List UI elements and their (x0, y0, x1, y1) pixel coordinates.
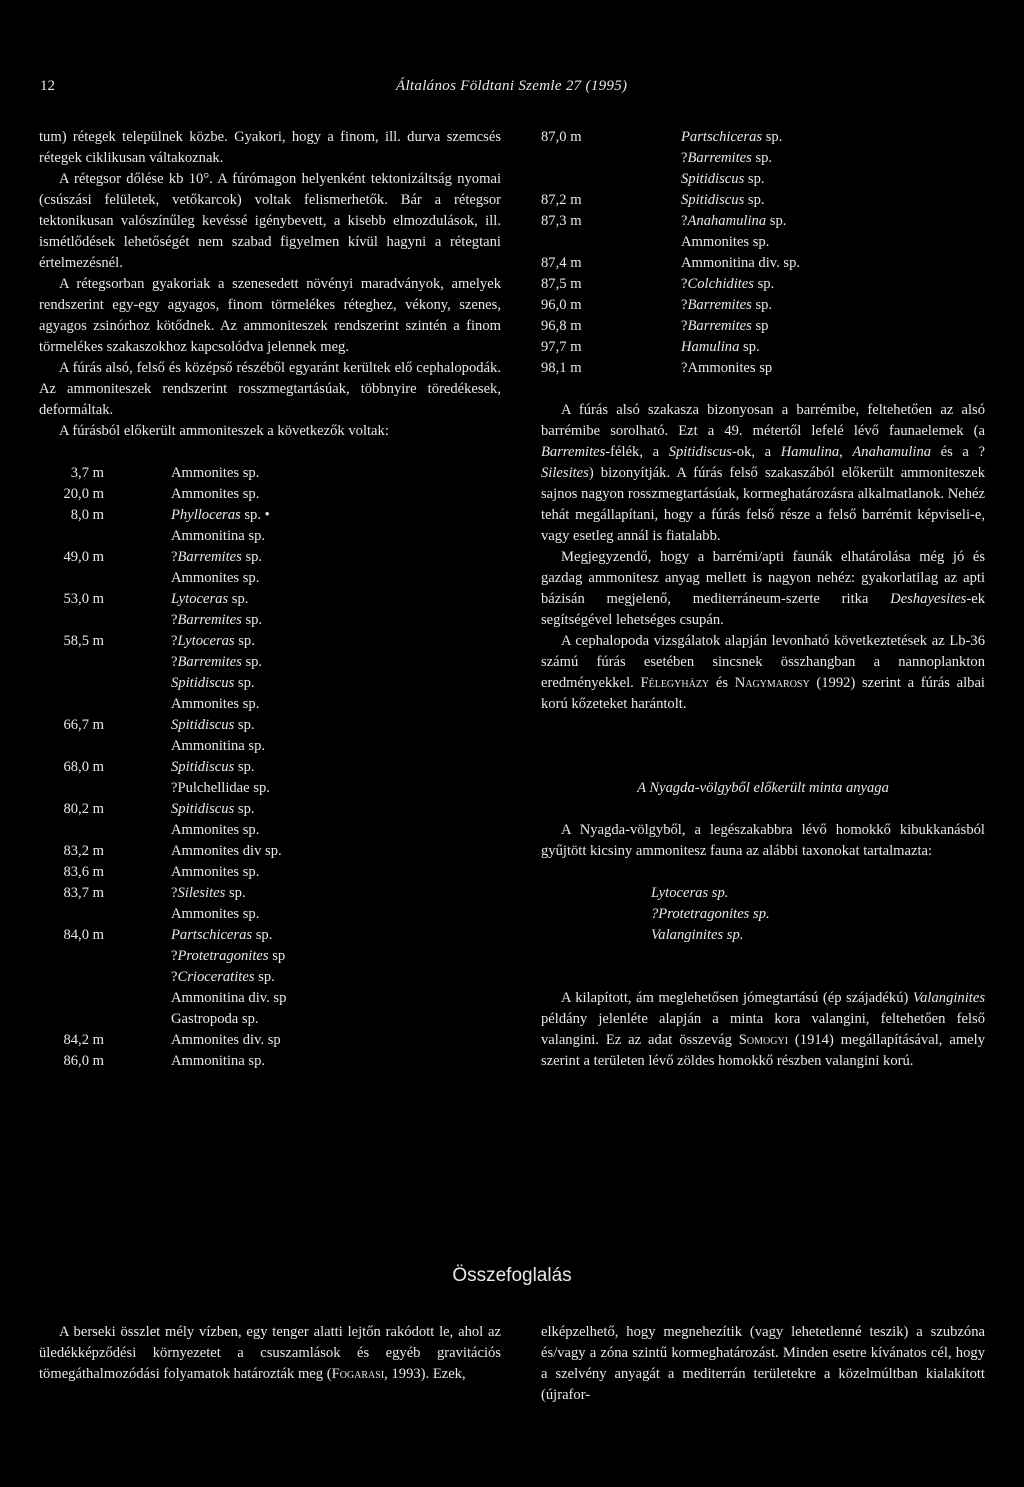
taxon-name: Ammonites sp. (171, 864, 260, 880)
taxon-name: Ammonites sp. (171, 906, 260, 922)
intro-paragraph: A fúrásból előkerült ammoniteszek a következők voltak: (59, 423, 389, 439)
depth-value (39, 736, 104, 757)
paragraph-barremian-aptian: Megjegyzendő, hogy a barrémi/apti faunák elhatárolása még jó és gazdag ammonitesz anyag mellett is nagyon nehéz: gyakorlatilag az apti bázisán megjelenő, mediterráneum-szerte ritka Deshayesites-ek segítségével lehetséges csupán. (541, 549, 985, 628)
taxon-name: Ammonites sp. (171, 465, 260, 481)
fauna-row (39, 988, 501, 1009)
nyagda-taxa-list (651, 883, 985, 946)
fauna-row (541, 127, 985, 148)
depth-value: 83,7 m (63, 885, 104, 901)
taxon-name: Partschiceras sp. (681, 129, 783, 145)
taxon-name: ?Barremites sp. (681, 150, 773, 166)
fauna-row (39, 862, 501, 883)
page-header (0, 78, 1024, 100)
intro-paragraph: A rétegsor dőlése kb 10°. A fúrómagon helyenként tektonizáltság nyomai (csúszási felületek, vetőkarcok) voltak felismerhetők. Bár a rétegsor tektonikusan valószínűleg kevéssé igénybevett, a kisebb elmozdulások, ill. ismétlődések lehetőségét nem szabad figyelmen kívül hagyni a rétegtani értelmezésnél. (39, 171, 501, 271)
depth-value (39, 967, 104, 988)
fauna-row (541, 148, 985, 169)
taxon-name: Spitidiscus sp. (171, 717, 255, 733)
fauna-row (39, 673, 501, 694)
fauna-row (541, 169, 985, 190)
taxon-name: ?Barremites sp (681, 318, 769, 334)
depth-value (39, 526, 104, 547)
intro-paragraph: tum) rétegek települnek közbe. Gyakori, hogy a finom, ill. durva szemcsés rétegek ciklikusan váltakoznak. (39, 129, 501, 166)
depth-value: 68,0 m (63, 759, 104, 775)
fauna-row (39, 652, 501, 673)
taxon-name: Ammonites div. sp (171, 1032, 281, 1048)
depth-value: 96,0 m (541, 297, 582, 313)
taxon-name: Spitidiscus sp. (171, 759, 255, 775)
fauna-row (39, 967, 501, 988)
depth-value: 53,0 m (63, 591, 104, 607)
taxon-name: Lytoceras sp. (171, 591, 249, 607)
taxon-item: ?Protetragonites sp. (651, 906, 770, 922)
fauna-row (541, 190, 985, 211)
paragraph-nyagda: A Nyagda-völgyből, a legészakabbra lévő homokkő kibukkanásból gyűjtött kicsiny ammonitesz fauna az alábbi taxonokat tartalmazta: (541, 822, 985, 859)
fauna-row (39, 925, 501, 946)
depth-value (39, 568, 104, 589)
fauna-row (39, 778, 501, 799)
depth-value (39, 946, 104, 967)
taxon-name: ?Barremites sp. (171, 654, 263, 670)
depth-value (39, 820, 104, 841)
taxon-name: Ammonitina sp. (171, 528, 266, 544)
summary-right: elképzelhető, hogy megnehezítik (vagy lehetetlenné teszik) a szubzóna és/vagy a zóna szintű kormeghatározást. Minden esetre kívánatos cél, hogy a szelvény anyagát a mediterrán területekre a közelmúltban kialakított (újrafor- (541, 1324, 985, 1403)
taxon-item: Valanginites sp. (651, 927, 744, 943)
depth-value: 83,2 m (63, 843, 104, 859)
fauna-row (39, 1030, 501, 1051)
taxon-name: ?Pulchellidae sp. (171, 780, 270, 796)
fauna-row (39, 757, 501, 778)
taxon-name: ?Silesites sp. (171, 885, 246, 901)
depth-value (39, 778, 104, 799)
taxon-name: Spitidiscus sp. (681, 192, 765, 208)
depth-value: 97,7 m (541, 339, 582, 355)
depth-value (39, 694, 104, 715)
fauna-row (39, 694, 501, 715)
fauna-row (39, 547, 501, 568)
taxon-name: ?Anahamulina sp. (681, 213, 787, 229)
depth-value (39, 904, 104, 925)
taxon-name: ?Barremites sp. (171, 549, 263, 565)
fauna-row (39, 589, 501, 610)
depth-value: 49,0 m (63, 549, 104, 565)
depth-value (39, 652, 104, 673)
taxon-name: ?Protetragonites sp (171, 948, 286, 964)
fauna-row (39, 820, 501, 841)
taxon-name: Spitidiscus sp. (681, 171, 765, 187)
paragraph-cephalopoda: A cephalopoda vizsgálatok alapján levonható következtetések az Lb-36 számú fúrás esetében sincsnek összhangban a nannoplankton eredményekkel. Félegyházy és Nagymarosy (1992) szerint a fúrás albai korú kőzeteket harántolt. (541, 633, 985, 712)
fauna-row (541, 337, 985, 358)
fauna-row (39, 1051, 501, 1072)
fauna-row (39, 484, 501, 505)
depth-value (39, 988, 104, 1009)
taxon-name: Partschiceras sp. (171, 927, 273, 943)
taxon-name: ?Barremites sp. (171, 612, 263, 628)
fauna-row (39, 946, 501, 967)
depth-value (39, 610, 104, 631)
depth-value: 87,2 m (541, 192, 582, 208)
fauna-row (39, 841, 501, 862)
journal-title: Általános Földtani Szemle 27 (1995) (396, 78, 628, 94)
right-column (541, 127, 985, 1072)
depth-value: 84,0 m (63, 927, 104, 943)
fauna-row (39, 1009, 501, 1030)
paragraph-barremian: A fúrás alsó szakasza bizonyosan a barrémibe, feltehetően az alsó barrémibe sorolható. Ezt a 49. métertől lefelé lévő faunaelemek (a Barremites-félék, a Spitidiscus-ok, a Hamulina, Anahamulina és a ?Silesites) bizonyítják. A fúrás felső szakaszából előkerült ammoniteszek sajnos nagyon rosszmegtartásúak, kormeghatározásra alkalmatlanok. Nehéz tehát megállapítani, hogy a fúrás felső része a felső barrémit képviseli-e, vagy esetleg annál is fiatalabb. (541, 402, 985, 544)
paragraph-valanginites: A kilapított, ám meglehetősen jómegtartású (ép szájadékú) Valanginites példány jelenléte alapján a minta kora valangini, feltehetően felső valangini. Ez az adat összevág Somogyi (1914) megállapításával, amely szerint a területen lévő zöldes homokkő részben valangini korú. (541, 990, 986, 1069)
taxon-name: Hamulina sp. (681, 339, 760, 355)
depth-value: 87,4 m (541, 255, 582, 271)
taxon-name: Ammonites sp. (171, 822, 260, 838)
fauna-row (541, 316, 985, 337)
taxon-name: Gastropoda sp. (171, 1011, 259, 1027)
fauna-row (39, 883, 501, 904)
taxon-name: Ammonitina sp. (171, 738, 266, 754)
taxon-name: ?Ammonites sp (681, 360, 773, 376)
fauna-list-right (541, 127, 985, 379)
depth-value: 87,3 m (541, 213, 582, 229)
taxon-name: Ammonitina div. sp (171, 990, 287, 1006)
left-intro (39, 127, 501, 442)
taxon-name: Ammonites sp. (681, 234, 770, 250)
taxon-name: ?Crioceratites sp. (171, 969, 275, 985)
depth-value (541, 148, 613, 169)
fauna-row (541, 232, 985, 253)
fauna-row (39, 799, 501, 820)
depth-value: 58,5 m (63, 633, 104, 649)
left-column (39, 127, 501, 1072)
fauna-row (39, 715, 501, 736)
fauna-row (39, 610, 501, 631)
depth-value: 83,6 m (63, 864, 104, 880)
depth-value (39, 1009, 104, 1030)
depth-value: 96,8 m (541, 318, 582, 334)
depth-value: 8,0 m (70, 507, 104, 523)
taxon-name: Ammonites div sp. (171, 843, 282, 859)
depth-value: 20,0 m (63, 486, 104, 502)
taxon-name: Ammonitina div. sp. (681, 255, 801, 271)
depth-value: 80,2 m (63, 801, 104, 817)
depth-value (541, 232, 613, 253)
depth-value: 3,7 m (70, 465, 104, 481)
fauna-row (39, 736, 501, 757)
page-number: 12 (40, 78, 55, 94)
taxon-name: Ammonites sp. (171, 696, 260, 712)
taxon-name: Ammonitina sp. (171, 1053, 266, 1069)
depth-value: 86,0 m (63, 1053, 104, 1069)
fauna-row (39, 505, 501, 526)
fauna-row (541, 253, 985, 274)
depth-value: 98,1 m (541, 360, 582, 376)
fauna-row (541, 274, 985, 295)
intro-paragraph: A fúrás alsó, felső és középső részéből egyaránt kerültek elő cephalopodák. Az ammoniteszek rendszerint rosszmegtartásúak, többnyire töredékesek, deformáltak. (39, 360, 501, 418)
depth-value: 84,2 m (63, 1032, 104, 1048)
taxon-name: Spitidiscus sp. (171, 675, 255, 691)
taxon-item: Lytoceras sp. (651, 885, 729, 901)
summary-left: A berseki összlet mély vízben, egy tenger alatti lejtőn rakódott le, ahol az üledékképződési környezetet a csuszamlások és egyéb gravitációs tömegáthalmozódási folyamatok határozták meg (Fogarasi, 1993). Ezek, (39, 1324, 501, 1382)
section-subheading: A Nyagda-völgyből előkerült minta anyaga (637, 780, 889, 796)
taxon-name: Spitidiscus sp. (171, 801, 255, 817)
summary-title: Összefoglalás (452, 1265, 572, 1286)
depth-value (39, 673, 104, 694)
depth-value: 87,5 m (541, 276, 582, 292)
fauna-row (39, 463, 501, 484)
taxon-name: Ammonites sp. (171, 570, 260, 586)
intro-paragraph: A rétegsorban gyakoriak a szenesedett növényi maradványok, amelyek rendszerint egy-egy agyagos, finom törmelékes réteghez, vékony, szenes, agyagos zsinórhoz kötődnek. Az ammoniteszek rendszerint szintén a finom törmelékes szakaszokhoz kapcsolódva jelennek meg. (39, 276, 501, 355)
fauna-row (39, 904, 501, 925)
fauna-row (541, 358, 985, 379)
fauna-row (541, 211, 985, 232)
fauna-row (39, 568, 501, 589)
taxon-name: ?Lytoceras sp. (171, 633, 255, 649)
taxon-name: Ammonites sp. (171, 486, 260, 502)
fauna-row (39, 526, 501, 547)
depth-value (541, 169, 613, 190)
depth-value: 66,7 m (63, 717, 104, 733)
taxon-name: ?Colchidites sp. (681, 276, 775, 292)
depth-value: 87,0 m (541, 129, 582, 145)
fauna-row (541, 295, 985, 316)
taxon-name: ?Barremites sp. (681, 297, 773, 313)
fauna-list-left (39, 463, 501, 1072)
taxon-name: Phylloceras sp. • (171, 507, 270, 523)
fauna-row (39, 631, 501, 652)
